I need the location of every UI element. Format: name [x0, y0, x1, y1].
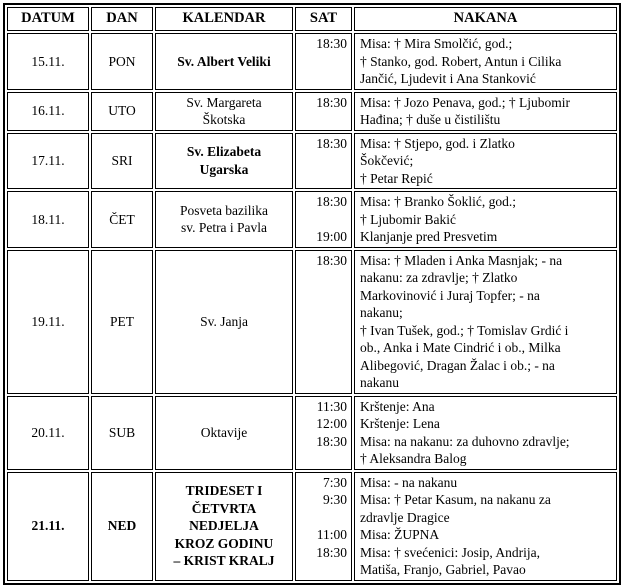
- calendar-line: NEDJELJA: [189, 518, 259, 534]
- calendar-line: TRIDESET I: [185, 483, 263, 499]
- calendar-line: Sv. Janja: [200, 313, 248, 329]
- weekday-cell: PON: [91, 33, 153, 90]
- time-cell: [295, 33, 352, 90]
- time-value: 18:30: [316, 194, 347, 209]
- calendar-line: Sv. Margareta: [186, 94, 262, 110]
- intention-line: † Aleksandra Balog: [360, 451, 467, 466]
- time-value: [296, 211, 347, 229]
- intention-line: Hađina; † duše u čistilištu: [360, 112, 501, 127]
- calendar-cell: [155, 250, 293, 394]
- calendar-line: KROZ GODINU: [174, 535, 274, 551]
- column-header-sat: SAT: [295, 7, 352, 31]
- calendar-cell: [155, 396, 293, 470]
- intention-line: Misa: na nakanu: za duhovno zdravlje;: [360, 433, 570, 449]
- intention-line: † Ljubomir Bakić: [360, 211, 456, 227]
- weekday-cell: SRI: [91, 133, 153, 190]
- intention-line: † Stanko, god. Robert, Antun i Cilika: [360, 53, 562, 69]
- date-cell: 20.11.: [7, 396, 89, 470]
- intention-line: † Petar Repić: [360, 170, 433, 186]
- column-header-nakana: NAKANA: [354, 7, 617, 31]
- mass-schedule-table: [3, 3, 621, 585]
- schedule-row: [7, 396, 617, 470]
- calendar-line: Oktavije: [200, 424, 248, 440]
- calendar-cell: [155, 133, 293, 190]
- intention-line: nakanu: za zdravlje; † Zlatko: [360, 270, 518, 285]
- intention-line: Misa: † Mira Smolčić, god.;: [360, 36, 513, 51]
- intention-cell: [354, 133, 617, 190]
- column-header-datum: DATUM: [7, 7, 89, 31]
- date-cell: 16.11.: [7, 92, 89, 131]
- schedule-row: [7, 133, 617, 190]
- time-cell: [295, 396, 352, 470]
- time-value: 18:30: [316, 94, 347, 110]
- date-cell: 17.11.: [7, 133, 89, 190]
- intention-cell: [354, 92, 617, 131]
- time-cell: [295, 191, 352, 248]
- intention-cell: [354, 33, 617, 90]
- intention-line: Krštenje: Lena: [360, 416, 440, 431]
- weekday-cell: SUB: [91, 396, 153, 470]
- weekday-cell: UTO: [91, 92, 153, 131]
- intention-line: Šokčević;: [360, 153, 414, 168]
- intention-line: nakanu: [360, 375, 399, 390]
- weekday-cell: PET: [91, 250, 153, 394]
- intention-line: Markovinović i Juraj Topfer; - na: [360, 287, 540, 303]
- intention-line: Misa: † Mladen i Anka Masnjak; - na: [360, 252, 563, 268]
- intention-cell: [354, 396, 617, 470]
- time-value: 9:30: [322, 492, 347, 507]
- time-cell: [295, 250, 352, 394]
- calendar-line: ČETVRTA: [191, 500, 257, 516]
- time-value: 18:30: [316, 544, 347, 560]
- time-value: 18:30: [316, 135, 347, 151]
- time-value: 18:30: [316, 252, 347, 268]
- time-value: 7:30: [322, 474, 347, 490]
- time-value: [296, 509, 347, 527]
- schedule-row: [7, 472, 617, 581]
- schedule-row: [7, 250, 617, 394]
- calendar-line: Ugarska: [199, 161, 249, 177]
- calendar-line: – KRIST KRALJ: [173, 553, 275, 569]
- intention-line: Misa: † Branko Šoklić, god.;: [360, 194, 516, 209]
- time-value: 18:30: [316, 433, 347, 449]
- weekday-cell: ČET: [91, 191, 153, 248]
- calendar-cell: [155, 33, 293, 90]
- time-value: 11:00: [316, 527, 347, 542]
- intention-line: Misa: † Jozo Penava, god.; † Ljubomir: [360, 94, 570, 110]
- time-value: 19:00: [316, 229, 347, 244]
- time-value: 11:30: [316, 398, 347, 414]
- calendar-line: Sv. Elizabeta: [186, 144, 262, 160]
- intention-line: Misa: - na nakanu: [360, 474, 458, 490]
- date-cell: 18.11.: [7, 191, 89, 248]
- date-cell: 21.11.: [7, 472, 89, 581]
- intention-line: Krštenje: Ana: [360, 398, 435, 414]
- time-value: 18:30: [316, 36, 347, 51]
- intention-cell: [354, 250, 617, 394]
- table-body: [7, 33, 617, 581]
- time-cell: [295, 133, 352, 190]
- column-header-kalendar: KALENDAR: [155, 7, 293, 31]
- intention-line: Misa: ŽUPNA: [360, 527, 440, 542]
- date-cell: 19.11.: [7, 250, 89, 394]
- intention-cell: [354, 191, 617, 248]
- date-cell: 15.11.: [7, 33, 89, 90]
- intention-line: nakanu;: [360, 305, 403, 320]
- intention-line: Misa: † Petar Kasum, na nakanu za: [360, 492, 551, 507]
- intention-line: Matiša, Franjo, Gabriel, Pavao: [360, 562, 526, 577]
- intention-cell: [354, 472, 617, 581]
- schedule-row: [7, 191, 617, 248]
- calendar-line: sv. Petra i Pavla: [180, 220, 268, 236]
- intention-line: Misa: † svećenici: Josip, Andrija,: [360, 544, 540, 560]
- calendar-cell: [155, 191, 293, 248]
- calendar-line: Škotska: [202, 112, 246, 127]
- intention-line: † Ivan Tušek, god.; † Tomislav Grdić i: [360, 322, 569, 338]
- calendar-line: Posveta bazilika: [179, 202, 269, 218]
- table-head: [7, 7, 617, 31]
- calendar-line: Sv. Albert Veliki: [177, 53, 271, 69]
- header-row: [7, 7, 617, 31]
- intention-line: zdravlje Dragice: [360, 509, 450, 525]
- calendar-cell: [155, 92, 293, 131]
- intention-line: ob., Anka i Mate Cindrić i ob., Milka: [360, 340, 561, 355]
- time-cell: [295, 472, 352, 581]
- weekday-cell: NED: [91, 472, 153, 581]
- intention-line: Klanjanje pred Presvetim: [360, 229, 498, 244]
- intention-line: Misa: † Stjepo, god. i Zlatko: [360, 135, 515, 151]
- intention-line: Jančić, Ljudevit i Ana Stanković: [360, 71, 536, 86]
- intention-line: Alibegović, Dragan Žalac i ob.; - na: [360, 357, 555, 373]
- time-value: 12:00: [316, 416, 347, 431]
- calendar-cell: [155, 472, 293, 581]
- schedule-row: [7, 33, 617, 90]
- time-cell: [295, 92, 352, 131]
- schedule-row: [7, 92, 617, 131]
- column-header-dan: DAN: [91, 7, 153, 31]
